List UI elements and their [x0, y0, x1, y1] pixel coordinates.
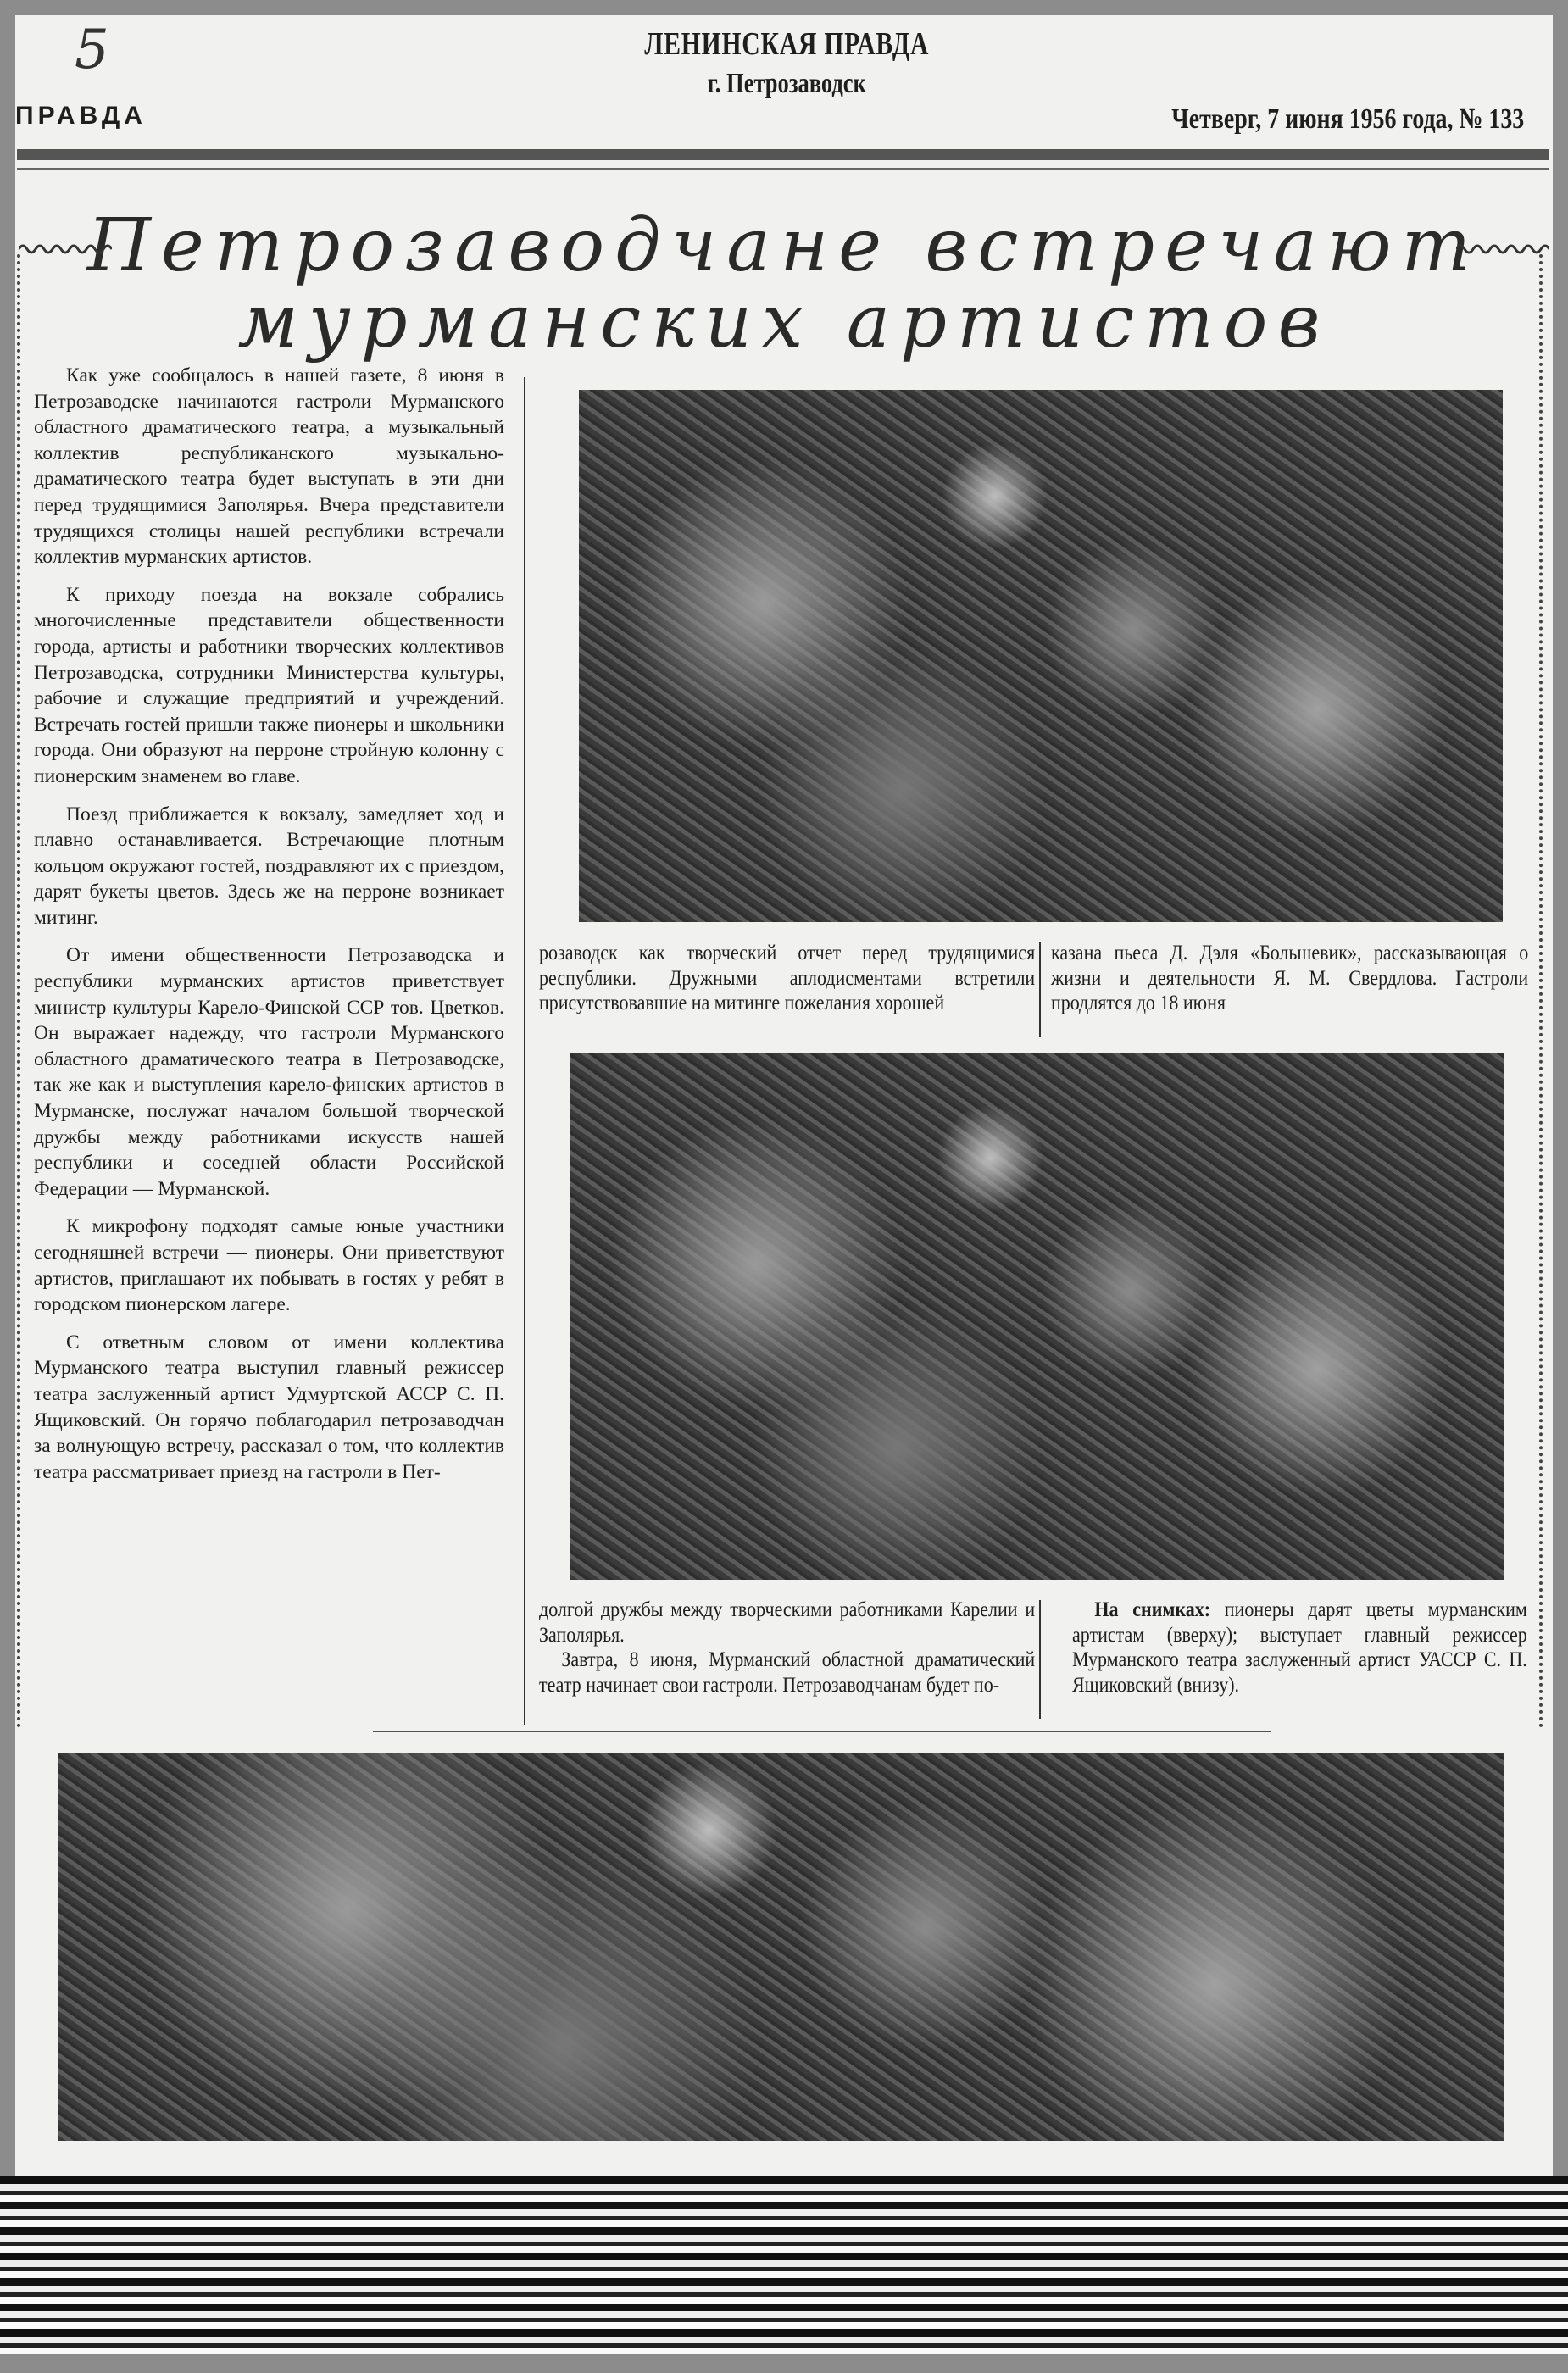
- paragraph: От имени общественности Петрозаводска и республики мурманских артистов приветствует министр культуры Карело-Финской ССР тов. Цветков. Он выражает надежду, что гастроли Мурманского областного драматического театра в Петрозаводске, так же как и выступления карело-финских артистов в Мурманске, послужат началом большой творческой дружбы между работниками искусств нашей республики и соседней области Российской Федерации — Мурманской.: [34, 944, 504, 1200]
- wavy-border-left: [17, 254, 31, 1729]
- article-title-line1: Петрозаводчане встречают: [86, 203, 1482, 288]
- scan-margin: [0, 2354, 1568, 2373]
- paragraph: К микрофону подходят самые юные участники сегодняшней встречи — пионеры. Они приветствуют артистов, приглашают их побывать в гостях у ребят в городском пионерском лагере.: [34, 1215, 504, 1316]
- middle-text-column-a: [539, 941, 1035, 1016]
- column-divider: [1039, 1600, 1041, 1719]
- photo-caption: [1072, 1598, 1527, 1698]
- lower-text-column-a: [539, 1598, 1035, 1698]
- article-left-column: [34, 363, 504, 1497]
- caption-label: На снимках:: [1094, 1598, 1211, 1621]
- header-rule-thick: [17, 149, 1549, 160]
- paragraph: С ответным словом от имени коллектива Мурманского театра выступил главный режиссер театра заслуженный артист Удмуртской АССР С. П. Ящиковский. Он горячо поблагодарил петрозаводчан за волнующую встречу, рассказал о том, что коллектив театра рассматривает приезд на гастроли в Пет-: [34, 1331, 504, 1483]
- wavy-ornament-left: [19, 242, 112, 256]
- paragraph: долгой дружбы между творческими работниками Карелии и Заполярья.: [539, 1598, 1036, 1647]
- paragraph: Завтра, 8 июня, Мурманский областной драматический театр начинает свои гастроли. Петрозаводчанам будет по-: [539, 1648, 1036, 1697]
- wavy-ornament-right: [1456, 242, 1549, 256]
- photo-pioneers-giving-flowers: [579, 390, 1503, 922]
- newspaper-city: г. Петрозаводск: [707, 68, 866, 99]
- masthead-fragment: ПРАВДА: [15, 102, 147, 130]
- caption-text: пионеры дарят цветы мурманским артистам (вверху); выступает главный режиссер Мурманского театра заслуженный артист УАССР С. П. Ящиковский (внизу).: [1072, 1598, 1527, 1697]
- paragraph: К приходу поезда на вокзале собрались многочисленные представители общественности города, артисты и работники творческих коллективов Петрозаводска, сотрудники Министерства культуры, рабочие и служащие предприятий и учреждений. Встречать гостей пришли также пионеры и школьники города. Они образуют на перроне стройную колонну с пионерским знаменем во главе.: [34, 583, 504, 787]
- wavy-border-right: [1539, 254, 1553, 1729]
- article-title-line2: мурманских артистов: [237, 280, 1331, 364]
- handwritten-page-number: 5: [75, 19, 109, 81]
- header-rule-thin: [17, 168, 1549, 170]
- photo-train-arrival: [58, 1753, 1504, 2141]
- middle-text-column-b: [1051, 941, 1528, 1016]
- paragraph: казана пьеса Д. Дэля «Большевик», рассказывающая о жизни и деятельности Я. М. Свердлова. Гастроли продлятся до 18 июня: [1051, 942, 1529, 1014]
- section-rule: [373, 1731, 1271, 1732]
- paragraph: розаводск как творческий отчет перед трудящимися республики. Дружными аплодисментами встретили присутствовавшие на митинге пожелания хорошей: [539, 942, 1036, 1014]
- paragraph: Как уже сообщалось в нашей газете, 8 июня в Петрозаводске начинаются гастроли Мурманского областного драматического театра, а музыкальный коллектив республиканского музыкально-драматического театра будет выступать в эти дни перед трудящимися Заполярья. Вчера представители трудящихся столицы нашей республики встречали коллектив мурманских артистов.: [34, 364, 504, 569]
- newspaper-name: ЛЕНИНСКАЯ ПРАВДА: [644, 26, 930, 62]
- column-divider: [524, 377, 525, 1725]
- dateline: Четверг, 7 июня 1956 года, № 133: [1171, 103, 1524, 135]
- scan-artifact-stripes: [0, 2176, 1568, 2354]
- paragraph: Поезд приближается к вокзалу, замедляет ход и плавно останавливается. Встречающие плотным кольцом окружают гостей, поздравляют их с приездом, дарят букеты цветов. Здесь же на перроне возникает митинг.: [34, 803, 504, 929]
- column-divider: [1039, 942, 1041, 1037]
- photo-director-speaking: [570, 1053, 1504, 1580]
